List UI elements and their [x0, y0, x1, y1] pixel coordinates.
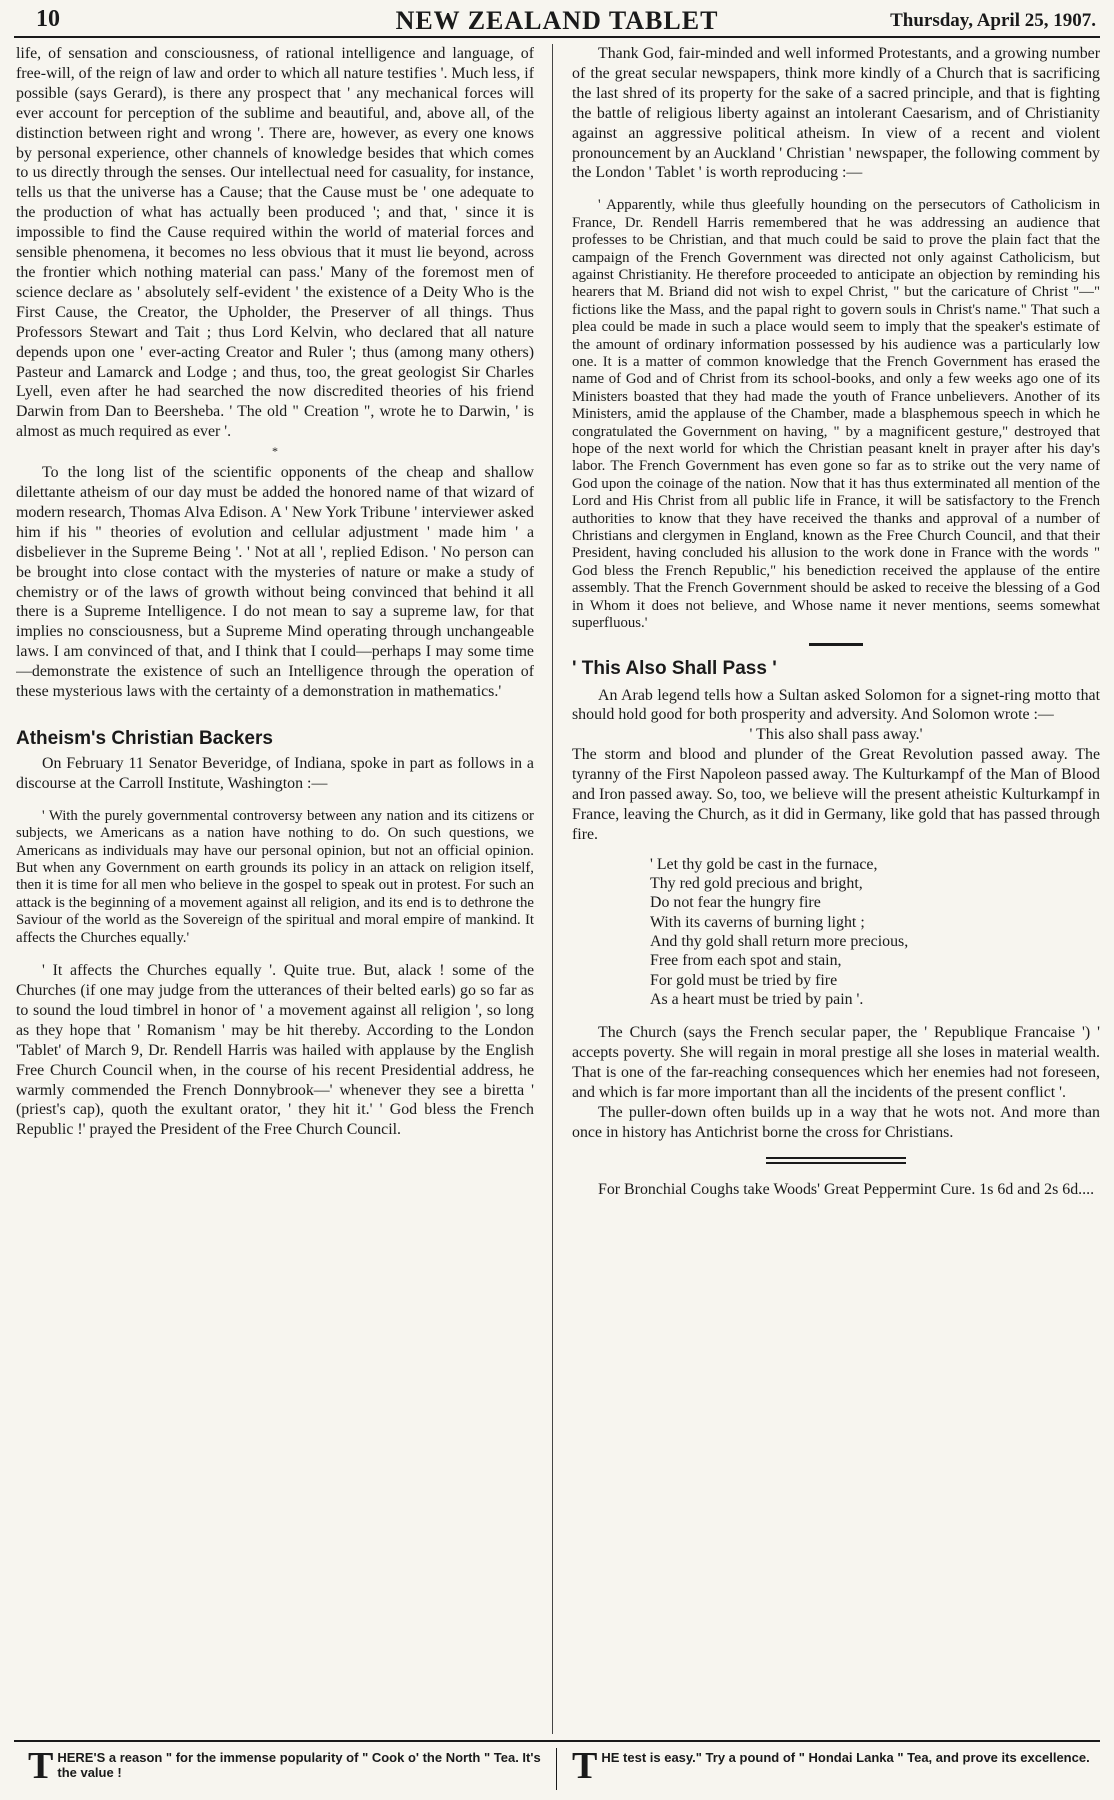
- article-paragraph: ' It affects the Churches equally '. Quite true. But, alack ! some of the Churches (if one may judge from the utterances of their belted earls) go so far as to sound the loud timbrel in honor of ' a movement against all religion ', so long as they hope that ' Romanism ' may be hit thereby. According to the London 'Tablet' of March 9, Dr. Rendell Harris was hailed with applause by the English Free Church Council when, in the course of his recent Presidential address, he warmly commended the French Donnybrook—' whenever they see a biretta ' (priest's cap), quoth the exultant orator, ' they hit it.' ' God bless the French Republic !' prayed the President of the Free Church Council.: [16, 962, 534, 1139]
- motto-line: ' This also shall pass away.': [749, 726, 923, 744]
- right-column: [572, 44, 1100, 1734]
- issue-date: Thursday, April 25, 1907.: [890, 10, 1096, 31]
- section-rule: [809, 643, 863, 646]
- left-column: [16, 44, 534, 1734]
- poem-line: For gold must be tried by fire: [650, 971, 838, 989]
- poem-line: Free from each spot and stain,: [650, 952, 842, 970]
- drop-cap: T: [572, 1745, 598, 1787]
- poem-line: Do not fear the hungry fire: [650, 894, 821, 912]
- footer-divider: [556, 1748, 557, 1790]
- section-separator: *: [272, 444, 278, 459]
- article-paragraph: On February 11 Senator Beveridge, of Indiana, spoke in part as follows in a discourse at the Carroll Institute, Washington :—: [16, 755, 534, 792]
- page-number: 10: [36, 6, 60, 32]
- poem-line: With its caverns of burning light ;: [650, 913, 865, 931]
- article-paragraph: The Church (says the French secular paper, the ' Republique Francaise ') ' accepts poverty. She will regain in moral prestige all she loses in material wealth. That is one of the far-reaching consequences which her enemies had not foreseen, and which is far more important than all the incidents of the present conflict '.: [572, 1024, 1100, 1101]
- article-paragraph: The storm and blood and plunder of the Great Revolution passed away. The tyranny of the First Napoleon passed away. The Kulturkampf of the Man of Blood and Iron passed away. So, too, we believe will the present atheistic Kulturkampf in France, leaving the Church, as it did in Germany, like gold that has passed through fire.: [572, 746, 1100, 843]
- column-divider: [552, 44, 553, 1734]
- footer-ad-cook-tea: [28, 1745, 548, 1787]
- article-paragraph: The puller-down often builds up in a way that he wots not. And more than once in history has Antichrist borne the cross for Christians.: [572, 1103, 1100, 1141]
- poem: [650, 855, 1100, 1009]
- section-heading: ' This Also Shall Pass ': [572, 657, 777, 679]
- poem-line: As a heart must be tried by pain '.: [650, 990, 864, 1008]
- article-paragraph: An Arab legend tells how a Sultan asked Solomon for a signet-ring motto that should hold good for both prosperity and adversity. And Solomon wrote :—: [572, 686, 1100, 724]
- article-paragraph: life, of sensation and consciousness, of rational intelligence and language, of free-will, of the reign of law and order to which all nature testifies '. Much less, if possible (says Gerard), is there any prospect that ' any mechanical forces will ever account for perception of the sublime and beautiful, and, above all, of the distinction between right and wrong '. There are, however, as every one knows by personal experience, other channels of knowledge besides that which comes to us directly through the senses. Our intellectual need for casuality, for instance, tells us that the universe has a Cause; that the Cause must be ' one adequate to the production of what has actually been produced '; and that, ' since it is impossible to find the Cause required within the world of material forces and sensible phenomena, it becomes no less obvious that it must lie beyond, across the frontier which nothing material can pass.' Many of the foremost men of science declare as ' absolutely self-evident ' the existence of a Deity Who is the First Cause, the Creator, the Upholder, the Preserver of all things. Thus Professors Stewart and Tait ; thus Lord Kelvin, who declared that all nature depends upon one ' ever-acting Creator and Ruler '; thus (among many others) Pasteur and Lamarck and Lodge ; and thus, too, the great geologist Sir Charles Lyell, even after he had searched the now discredited theories of his friend Darwin from Dan to Beersheba. ' The old " Creation ", wrote he to Darwin, ' is almost as much required as ever '.: [16, 45, 534, 441]
- double-rule: [766, 1157, 906, 1164]
- article-paragraph: To the long list of the scientific opponents of the cheap and shallow dilettante atheism of our day must be added the honored name of that wizard of modern research, Thomas Alva Edison. A ' New York Tribune ' interviewer asked him if his " theories of evolution and cellular adjustment ' made him ' a disbeliever in the Supreme Being '. ' Not at all ', replied Edison. ' No person can be brought into close contact with the mysteries of nature or make a study of chemistry or of the laws of growth without being convinced that behind it all there is a Supreme Intelligence. I do not mean to say a supreme law, for that implies no consciousness, but a Supreme Mind operating through unchangeable laws. I am convinced of that, and I think that I could—perhaps I may some time—demonstrate the existence of such an Intelligence through the operation of these mysterious laws with the certainty of a demonstration in mathematics.': [16, 464, 534, 701]
- masthead: [14, 4, 1100, 38]
- footer-ads: [14, 1740, 1100, 1796]
- poem-line: And thy gold shall return more precious,: [650, 932, 909, 950]
- ad-text: HE test is easy." Try a pound of " Hondai Lanka " Tea, and prove its excellence.: [601, 1750, 1090, 1765]
- article-paragraph: Thank God, fair-minded and well informed Protestants, and a growing number of the great secular newspapers, think more kindly of a Church that is sacrificing the last shred of its property for the sake of a sacred principle, and that is fighting the battle of religious liberty against an intolerant Caesarism, and of Christianity against an aggressive political atheism. In view of a recent and violent pronouncement by an Auckland ' Christian ' newspaper, the following comment by the London ' Tablet ' is worth reproducing :—: [572, 45, 1100, 182]
- section-heading: Atheism's Christian Backers: [16, 728, 273, 749]
- poem-line: ' Let thy gold be cast in the furnace,: [650, 855, 878, 873]
- quoted-paragraph: ' Apparently, while thus gleefully hounding on the persecutors of Catholicism in France, Dr. Rendell Harris remembered that he was addressing an audience that professes to be Christian, and that much could be said to prove the plain fact that the campaign of the French Government was directed not only against Catholicism, but against Christianity. He therefore proceeded to anticipate an objection by reminding his hearers that M. Briand did not wish to expel Christ, " but the caricature of Christ "—" fictions like the Mass, and the papal right to govern souls in Christ's name." That such a plea could be made in such a place would seem to imply that the speaker's estimate of the amount of ordinary information possessed by his audience was a particularly low one. It is a matter of common knowledge that the French Government has erased the name of God and of Christ from its school-books, and only a few weeks ago one of its Ministers boasted that they had made the youth of France unbelievers. Another of its Ministers, amid the applause of the Chamber, made a blasphemous speech in which he congratulated the Government on having, " by a magnificent gesture," destroyed that hope of the next world for which the Christian peasant knelt in prayer after his day's labor. The French Government has even gone so far as to strike out the very name of God upon the coinage of the nation. Now that it has thus exterminated all mention of the Lord and His Christ from all public life in France, it will be satisfactory to the French authorities to know that they have received the thanks and approval of a number of Christians and clergymen in England, known as the Free Church Council, and that their President, having concluded his allusion to the work done in France with the words " God bless the French Republic," his benediction received the applause of the entire assembly. That the French Government should be asked to receive the blessing of a God in Whom it does not believe, and Whose name it never mentions, seems somewhat superfluous.': [572, 197, 1100, 632]
- drop-cap: T: [28, 1745, 54, 1787]
- quoted-paragraph: ' With the purely governmental controversy between any nation and its citizens or subjects, we Americans as a nation have nothing to do. On such questions, we Americans as individuals may have our personal opinion, but not an official opinion. But when any Government on earth grounds its policy in an attack on religion itself, then it is time for all men who believe in the gospel to speak out in protest. For such an attack is the beginning of a movement against all religion, and its end is to dethrone the Saviour of the world as the Sovereign of the spiritual and moral empire of mankind. It affects the Churches equally.': [16, 807, 534, 946]
- poem-line: Thy red gold precious and bright,: [650, 875, 863, 893]
- ad-text: HERE'S a reason " for the immense popularity of " Cook o' the North " Tea. It's the value !: [57, 1750, 541, 1780]
- footer-ad-hondai-lanka-tea: [572, 1745, 1092, 1787]
- advertisement-line: For Bronchial Coughs take Woods' Great Peppermint Cure. 1s 6d and 2s 6d....: [598, 1180, 1095, 1198]
- newspaper-title: NEW ZEALAND TABLET: [395, 6, 719, 35]
